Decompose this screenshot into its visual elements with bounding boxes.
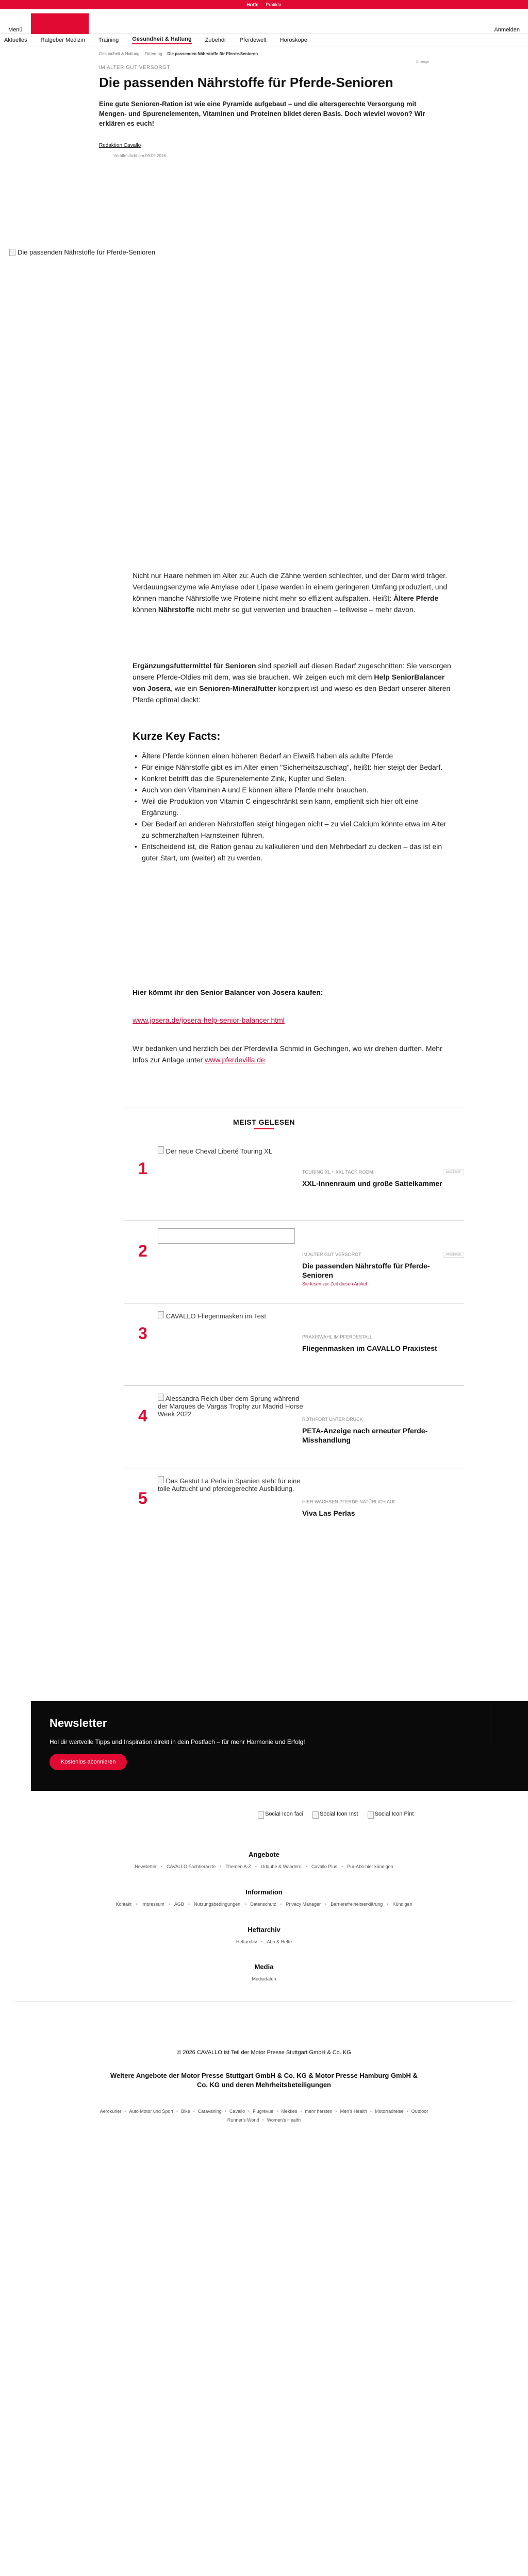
logo[interactable] — [31, 13, 89, 34]
facts-heading: Kurze Key Facts: — [133, 731, 221, 742]
author-link[interactable]: Redaktion Cavallo — [99, 143, 141, 148]
brand-link[interactable]: Caravaning — [197, 2109, 222, 2114]
title-underline — [254, 1128, 274, 1129]
teaser-kicker: PRAXISWAHL IM PFERDESTALL — [302, 1334, 373, 1340]
footer-link[interactable]: Mediadaten — [252, 1976, 276, 1981]
facebook-icon[interactable]: Social Icon faci — [258, 1811, 303, 1819]
list-item: • Ältere Pferde können einen höheren Bedarf an Eiweiß haben als adulte Pferde — [133, 750, 455, 761]
newsletter-box — [31, 1701, 528, 1791]
topbar-item[interactable]: Hoffe — [246, 2, 259, 7]
list-item[interactable] — [124, 1221, 464, 1303]
teaser-kicker: IM ALTER GUT VERSORGT — [302, 1252, 361, 1257]
nav-item[interactable]: Horoskope — [279, 37, 307, 43]
page-title: Die passenden Nährstoffe für Pferde-Senioren — [99, 75, 393, 90]
brand-link[interactable]: Auto Motor und Sport — [129, 2109, 173, 2114]
list-item: • Entscheidend ist, die Ration genau zu kalkulieren und den Mehrbedarf zu decken – das ist ein guter Start, um (weiter) alt zu werden. — [133, 841, 455, 863]
footer-link[interactable]: Kontakt — [116, 1902, 132, 1907]
footer-link[interactable]: Cavallo Plus — [311, 1864, 337, 1869]
footer-link[interactable]: AGB — [174, 1902, 184, 1907]
footer-link[interactable]: Privacy Manager — [286, 1902, 321, 1907]
broken-image-icon — [158, 1394, 164, 1401]
teaser-title[interactable]: PETA-Anzeige nach erneuter Pferde-Misshandlung — [302, 1427, 428, 1444]
brand-link[interactable]: Outdoor — [411, 2109, 428, 2114]
teaser-image — [158, 1393, 305, 1450]
rank-number: 3 — [138, 1324, 147, 1343]
teaser-title[interactable]: Die passenden Nährstoffe für Pferde-Senioren — [302, 1262, 430, 1279]
brand-link[interactable]: Bike — [181, 2109, 190, 2114]
brand-link[interactable]: Flugrevue — [253, 2109, 274, 2114]
ad-badge: ANZEIGE — [443, 1252, 464, 1258]
footer-link[interactable]: Kündigen — [392, 1902, 412, 1907]
nav-item-active[interactable]: Gesundheit & Haltung — [132, 36, 192, 44]
social-links — [258, 1811, 414, 1819]
footer-link[interactable]: Themen A-Z — [225, 1864, 251, 1869]
brand-link[interactable]: Runner's World — [227, 2117, 259, 2123]
top-bar — [0, 0, 528, 9]
footer-links-heft: Heftarchiv • Abo & Hefte — [236, 1939, 292, 1944]
footer-links-info: Kontakt • Impressum • AGB • Nutzungsbedingungen • Datenschutz • Privacy Manager • Barrierefreiheitserklärung • Kündigen — [116, 1902, 412, 1907]
footer-link[interactable]: Pur-Abo hier kündigen — [347, 1864, 393, 1869]
login-link[interactable]: Anmelden — [494, 27, 520, 33]
breadcrumb-item[interactable]: Gesundheit & Haltung — [99, 52, 140, 56]
list-item[interactable] — [124, 1386, 464, 1468]
nav-item[interactable]: Pferdewelt — [239, 37, 267, 43]
footer-link[interactable]: CAVALLO Fachtierärzte — [167, 1864, 216, 1869]
list-item[interactable] — [124, 1303, 464, 1386]
footer-link[interactable]: Barrierefreiheitserklärung — [331, 1902, 383, 1907]
ad-label: Anzeige — [416, 60, 429, 64]
teaser-image — [158, 1311, 305, 1367]
brand-link[interactable]: mehr hersten — [305, 2109, 333, 2114]
brand-link[interactable]: Motorradreise — [375, 2109, 404, 2114]
teaser-image — [158, 1146, 305, 1202]
nav-item[interactable]: Zubehör — [205, 37, 226, 43]
rank-number: 4 — [138, 1406, 147, 1425]
brand-link[interactable]: Mekkes — [281, 2109, 298, 2114]
list-item[interactable] — [124, 1139, 464, 1221]
broken-image-icon — [158, 1146, 164, 1154]
facts-list — [133, 750, 455, 863]
footer-heading: Information — [245, 1888, 283, 1896]
footer-link[interactable]: Newsletter — [135, 1864, 157, 1869]
copyright: © 2026 CAVALLO ist Teil der Motor Presse Stuttgart GmbH & Co. KG — [177, 2049, 351, 2056]
site-header — [0, 9, 528, 34]
footer-links-angebote: Newsletter • CAVALLO Fachtierärzte • Themen A-Z • Urlaube & Wandern • Cavallo Plus • Pur-Abo hier kündigen — [135, 1864, 393, 1869]
list-item[interactable] — [124, 1468, 464, 1551]
newsletter-image — [490, 1701, 528, 1744]
broken-image-icon — [158, 1476, 164, 1483]
buy-link[interactable]: www.josera.de/josera-help-senior-balancer.html — [133, 1016, 285, 1024]
list-item: • Für einige Nährstoffe gibt es im Alter einen "Sicherheitszuschlag", heißt: hier steigt der Bedarf. — [133, 761, 455, 773]
image-alt: Der neue Cheval Liberté Touring XL — [166, 1147, 273, 1155]
main-nav — [0, 34, 528, 46]
pferdevilla-link[interactable]: www.pferdevilla.de — [205, 1056, 265, 1064]
publish-date: Veröffentlicht am 09.09.2016 — [113, 154, 166, 158]
subscribe-button[interactable]: Kostenlos abonnieren — [50, 1754, 127, 1770]
article-paragraph: Ergänzungsfuttermittel für Senioren sind speziell auf diesen Bedarf zugeschnitten: Sie versorgen unsere Pferde-Oldies mit dem, was sie brauchen. Wir zeigen euch mit dem Help SeniorBalancer von Josera, wie ein Senioren-Mineralfutter konzipiert ist und wieso es den Bedarf unserer älteren Pferde optimal deckt: — [133, 662, 451, 704]
newsletter-title: Newsletter — [50, 1717, 107, 1730]
thanks-paragraph: Wir bedanken und herzlich bei der Pferdevilla Schmid in Gechingen, wo wir drehen durften. Mehr Infos zur Anlage unter www.pferdevilla.de — [133, 1044, 442, 1064]
footer-link[interactable]: Heftarchiv — [236, 1939, 257, 1944]
breadcrumb-current: Die passenden Nährstoffe für Pferde-Senioren — [167, 52, 258, 56]
image-alt: CAVALLO Fliegenmasken im Test — [166, 1312, 266, 1320]
footer-heading: Heftarchiv — [248, 1926, 280, 1934]
brand-link[interactable]: Women's Health — [267, 2117, 301, 2123]
breadcrumb-item[interactable]: Fütterung — [144, 52, 162, 56]
teaser-kicker: HIER WACHSEN PFERDE NATÜRLICH AUF — [302, 1499, 397, 1504]
footer-links-media — [0, 1975, 528, 1983]
ad-badge: ANZEIGE — [443, 1170, 464, 1175]
footer-heading: Media — [254, 1963, 274, 1971]
footer-link[interactable]: Impressum — [141, 1902, 164, 1907]
list-item: • Auch von den Vitaminen A und E können ältere Pferde mehr brauchen. — [133, 784, 455, 795]
broken-image-icon — [158, 1311, 164, 1318]
teaser-image — [158, 1476, 305, 1532]
breadcrumb — [99, 52, 429, 56]
nav-item[interactable]: Aktuelles — [4, 37, 27, 43]
buy-heading: Hier kömmt ihr den Senior Balancer von Josera kaufen: — [133, 988, 323, 996]
teaser-title[interactable]: Fliegenmasken im CAVALLO Praxistest — [302, 1344, 437, 1352]
article — [99, 46, 429, 158]
footer-link[interactable]: Nutzungsbedingungen — [194, 1902, 241, 1907]
brand-links: Aerokurier • Auto Motor und Sport • Bike • Caravaning • Cavallo • Flugrevue • Mekkes • mehr hersten • Men's Health • Motorradreise • Outdoor Runner's World • Women's Health — [100, 2109, 428, 2123]
menu-button[interactable] — [8, 27, 23, 33]
teaser-kicker: ROTHFORT UNTER DRUCK — [302, 1417, 363, 1422]
footer-link[interactable]: Urlaube & Wandern — [261, 1864, 302, 1869]
list-item: • Der Bedarf an anderen Nährstoffen steigt hingegen nicht – zu viel Calcium könnte etwa im Alter zu schmerzhaften Harnsteinen führen. — [133, 818, 455, 841]
brand-link[interactable]: Cavallo — [229, 2109, 245, 2114]
topbar-item[interactable]: Pratikta — [266, 2, 282, 7]
current-article-note: Sie lesen zur Zeit diesen Artikel — [302, 1281, 367, 1286]
article-kicker: IM ALTER GUT VERSORGT — [99, 65, 170, 71]
article-paragraph: Nicht nur Haare nehmen im Alter zu: Auch die Zähne werden schlechter, und der Darm wird träger. Verdauungsenzyme wie Amylase oder Lipase werden in einem geringeren Umfang produziert, und können manche Nährstoffe wie Proteine nicht mehr so effizient aufspalten. Heißt: Ältere Pferde können Nährstoffe nicht mehr so gut verwerten und brauchen – teilweise – mehr davon. — [133, 571, 448, 614]
pinterest-icon[interactable]: Social Icon Pint — [368, 1811, 414, 1819]
footer-heading: Angebote — [249, 1851, 279, 1858]
brand-link[interactable]: Aerokurier — [100, 2109, 122, 2114]
image-alt: Alessandra Reich über dem Sprung während der Marques de Vargas Trophy zur Madrid Horse Week 2022 — [158, 1395, 303, 1418]
hero-image — [9, 248, 381, 547]
list-item: • Konkret betrifft das die Spurenelemente Zink, Kupfer und Selen. — [133, 773, 455, 784]
footer-link[interactable]: Datenschutz — [250, 1902, 276, 1907]
teaser-kicker: TOURING XL + XXL TACK ROOM — [302, 1170, 373, 1175]
teaser-title[interactable]: Viva Las Perlas — [302, 1509, 355, 1517]
teaser-title[interactable]: XXL-Innenraum und große Sattelkammer — [302, 1179, 442, 1188]
footer-link[interactable]: Abo & Hefte — [267, 1939, 292, 1944]
teaser-image — [158, 1228, 295, 1244]
more-offers-heading: Weitere Angebote der Motor Presse Stuttgart GmbH & Co. KG & Motor Presse Hamburg GmbH & Co. KG und deren Mehrheitsbeteiligungen — [110, 2072, 418, 2089]
rank-number: 1 — [138, 1159, 147, 1178]
rank-number: 2 — [138, 1242, 147, 1260]
nav-item[interactable]: Ratgeber Medizin — [40, 37, 85, 43]
article-lead: Eine gute Senioren-Ration ist wie eine Pyramide aufgebaut – und die altersgerechte Versorgung mit Mengen- und Spurenelementen, Vitaminen und Proteinen bildet deren Basis. Doch wieviel wovon? Wir erklären es euch! — [99, 100, 425, 127]
list-item: • Weil die Produktion von Vitamin C eingeschränkt sein kann, empfiehlt sich hier oft eine Ergänzung. — [133, 795, 455, 818]
menu-label: Menü — [8, 27, 23, 33]
broken-image-icon — [9, 249, 15, 256]
brand-link[interactable]: Men's Health — [340, 2109, 367, 2114]
newsletter-text: Hol dir wertvolle Tipps und Inspiration direkt in dein Postfach – für mehr Harmonie und Erfolg! — [50, 1738, 305, 1745]
instagram-icon[interactable]: Social Icon Inst — [312, 1811, 358, 1819]
most-read-title: MEIST GELESEN — [233, 1118, 295, 1126]
hero-image-alt: Die passenden Nährstoffe für Pferde-Senioren — [18, 248, 156, 256]
nav-item[interactable]: Training — [98, 37, 119, 43]
image-alt: Das Gestüt La Perla in Spanien steht für eine tolle Aufzucht und pferdegerechte Ausbildung. — [158, 1477, 301, 1493]
rank-number: 5 — [138, 1489, 147, 1507]
